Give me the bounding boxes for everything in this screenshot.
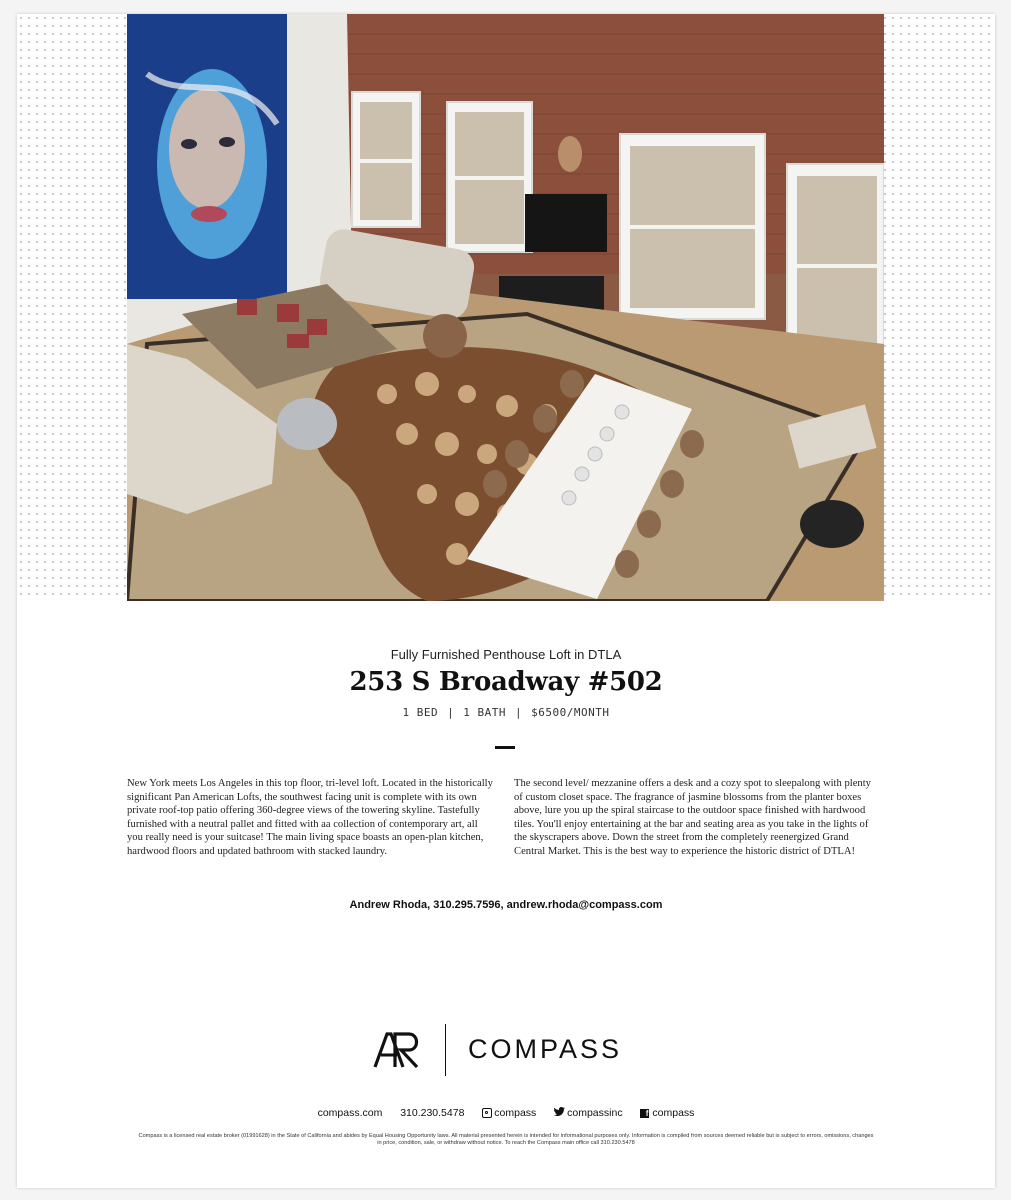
twitter-handle[interactable]: compassinc	[567, 1107, 623, 1120]
footer-links	[17, 1107, 995, 1119]
spec-separator: |	[447, 706, 455, 719]
agent-contact: Andrew Rhoda, 310.295.7596, andrew.rhoda@compass.com	[349, 899, 663, 911]
listing-photo	[127, 14, 884, 601]
facebook-handle[interactable]: compass	[652, 1107, 695, 1120]
beds-spec: 1 BED	[402, 706, 439, 719]
description-left-column: New York meets Los Angeles in this top floor, tri-level loft. Located in the historically significant Pan American Lofts, the southwest facing unit is complete with its own private roof-top patio offering 360-degree views of the towering skyline. Tastefully furnished with a neutral pallet and fitted with aa collection of contemporary art, all you really need is your suitcase! The main living space boasts an open-plan kitchen, hardwood floors and updated bathroom with stacked laundry.	[127, 778, 493, 857]
facebook-icon: f	[640, 1109, 649, 1118]
instagram-handle[interactable]: compass	[494, 1107, 537, 1120]
price-spec: $6500/MONTH	[531, 706, 610, 719]
description-right-column: The second level/ mezzanine offers a desk and a cozy spot to sleepalong with plenty of custom closet space. The fragrance of jasmine blossoms from the planter boxes above, lure you up the spiral staircase to the outdoor space finished with hardwood tiles. You'll enjoy entertaining at the bar and seating area as you take in the lights of the skyscrapers above. Down the street from the completely reenergized Grand Central Market. This is the best way to experience the historic district of DTLA!	[514, 778, 871, 857]
agent-ar-logo	[373, 1032, 423, 1068]
baths-spec: 1 BATH	[463, 706, 506, 719]
twitter-icon	[554, 1107, 565, 1119]
office-phone: 310.230.5478	[400, 1107, 465, 1120]
listing-address-title: 253 S Broadway #502	[349, 667, 663, 697]
compass-logo: COMPASS	[468, 1034, 623, 1064]
website-link[interactable]: compass.com	[317, 1107, 383, 1120]
section-divider	[495, 746, 515, 749]
flyer-page	[17, 14, 995, 1188]
listing-subtitle: Fully Furnished Penthouse Loft in DTLA	[390, 647, 622, 662]
legal-disclaimer: Compass is a licensed real estate broker (01991628) in the State of California and abides by Equal Housing Opportunity laws. All material presented herein is intended for informational purposes only. Information is compiled from sources deemed reliable but is subject to errors, omissions, changes in price, condition, sale, or withdraw without notice. To reach the Compass main office call 310.230.5478	[138, 1133, 874, 1146]
listing-specs	[17, 706, 995, 719]
logo-lockup	[373, 1024, 643, 1076]
logo-divider	[445, 1024, 446, 1076]
spec-separator: |	[515, 706, 523, 719]
instagram-icon	[482, 1108, 492, 1118]
